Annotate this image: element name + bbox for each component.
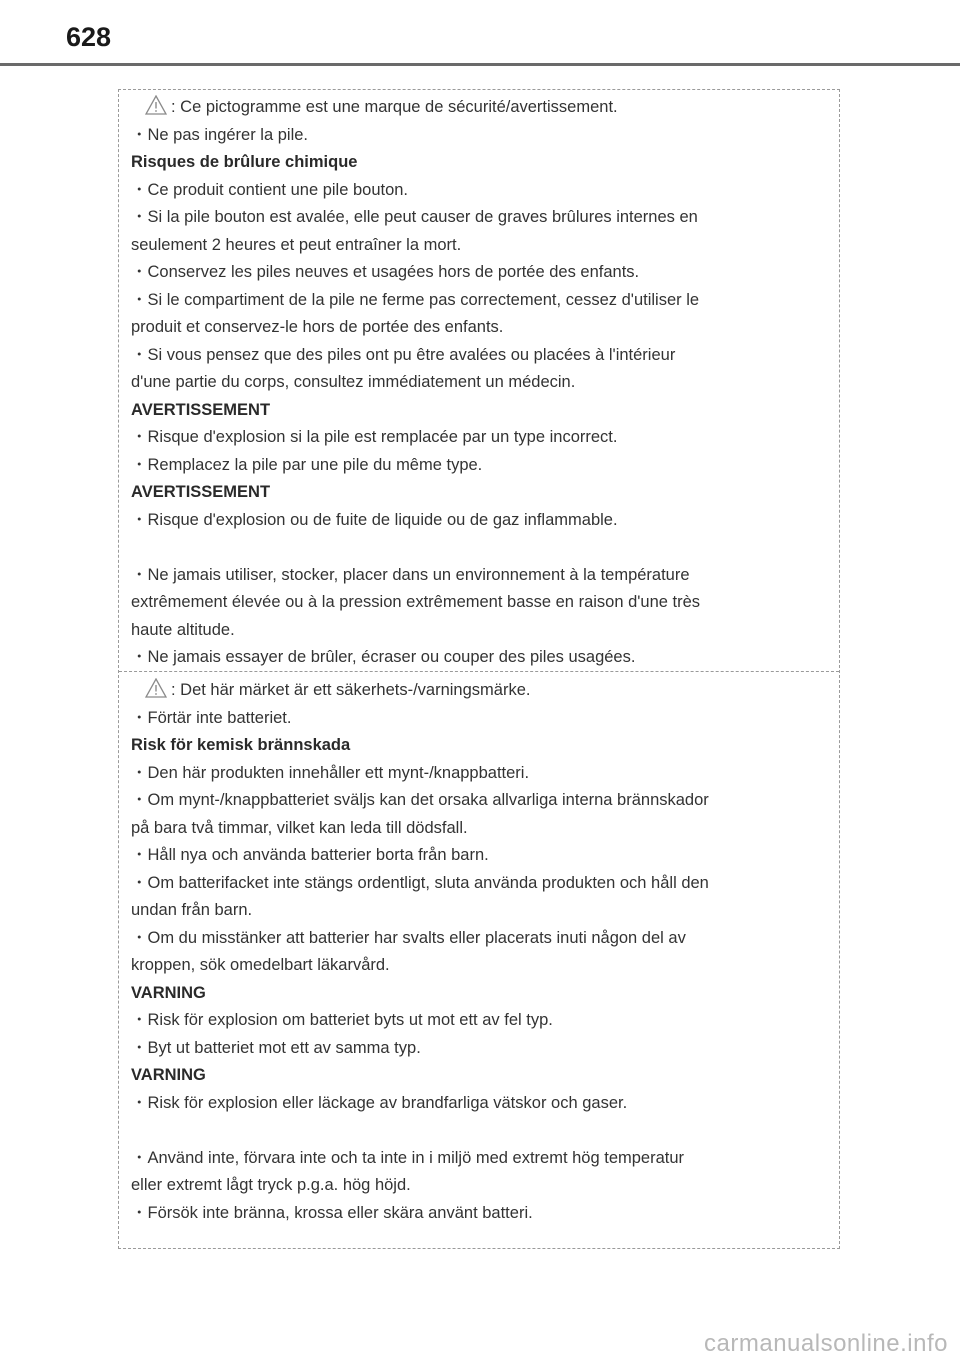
french-text-line: extrêmement élevée ou à la pression extrêmement basse en raison d'une très <box>131 593 701 611</box>
french-text-line: ・Conservez les piles neuves et usagées hors de portée des enfants. <box>131 263 640 281</box>
french-intro-text: : Ce pictogramme est une marque de sécurité/avertissement. <box>171 98 618 116</box>
swedish-heading: Risk för kemisk brännskada <box>131 736 351 754</box>
french-text-line: haute altitude. <box>131 620 235 639</box>
warning-triangle-icon <box>145 678 167 698</box>
french-text-line: seulement 2 heures et peut entraîner la mort. <box>131 235 462 254</box>
french-text-line: ・Si la pile bouton est avalée, elle peut causer de graves brûlures internes en <box>131 208 698 226</box>
french-text-line: ・Ne jamais utiliser, stocker, placer dans un environnement à la température <box>131 565 690 584</box>
french-text-line: ・Si vous pensez que des piles ont pu être avalées ou placées à l'intérieur <box>131 345 676 364</box>
french-text-line: produit et conservez-le hors de portée des enfants. <box>131 318 504 336</box>
swedish-lines <box>119 705 839 1228</box>
french-intro-line <box>119 94 839 122</box>
french-text-line: ・Remplacez la pile par une pile du même type. <box>131 455 483 474</box>
swedish-section <box>119 677 839 1227</box>
swedish-text-line: ・Använd inte, förvara inte och ta inte in i miljö med extremt hög temperatur <box>131 1148 685 1167</box>
french-heading: AVERTISSEMENT <box>131 400 271 419</box>
swedish-text-line: ・Håll nya och använda batterier borta från barn. <box>131 846 489 864</box>
swedish-text-line: ・Försök inte bränna, krossa eller skära använt batteri. <box>131 1203 533 1222</box>
swedish-intro-line <box>119 677 839 705</box>
swedish-text-line: ・Om du misstänker att batterier har svalts eller placerats inuti någon del av <box>131 928 686 947</box>
swedish-heading: VARNING <box>131 983 206 1002</box>
swedish-intro-text: : Det här märket är ett säkerhets-/varningsmärke. <box>171 681 531 699</box>
french-heading: Risques de brûlure chimique <box>131 153 358 171</box>
swedish-text-line: ・Om batterifacket inte stängs ordentligt, sluta använda produkten och håll den <box>131 873 709 892</box>
french-lines <box>119 122 839 672</box>
french-text-line: ・Ce produit contient une pile bouton. <box>131 180 409 199</box>
french-text-line: d'une partie du corps, consultez immédiatement un médecin. <box>131 373 576 391</box>
swedish-blank-line <box>119 1117 839 1145</box>
french-blank-line <box>119 534 839 562</box>
swedish-text-line: på bara två timmar, vilket kan leda till dödsfall. <box>131 818 468 837</box>
french-heading: AVERTISSEMENT <box>131 483 271 501</box>
french-text-line: ・Risque d'explosion ou de fuite de liquide ou de gaz inflammable. <box>131 510 618 529</box>
swedish-heading: VARNING <box>131 1066 206 1084</box>
swedish-text-line: kroppen, sök omedelbart läkarvård. <box>131 956 390 974</box>
warning-triangle-icon <box>145 95 167 115</box>
section-divider <box>119 671 839 672</box>
french-text-line: ・Ne jamais essayer de brûler, écraser ou couper des piles usagées. <box>131 648 636 666</box>
header-rule <box>0 63 960 66</box>
swedish-text-line: ・Byt ut batteriet mot ett av samma typ. <box>131 1038 421 1057</box>
french-section <box>119 94 839 672</box>
swedish-text-line: ・Risk för explosion om batteriet byts ut mot ett av fel typ. <box>131 1011 553 1029</box>
swedish-text-line: eller extremt lågt tryck p.g.a. hög höjd. <box>131 1176 411 1194</box>
swedish-text-line: ・Risk för explosion eller läckage av brandfarliga vätskor och gaser. <box>131 1093 628 1112</box>
swedish-text-line: undan från barn. <box>131 901 253 919</box>
swedish-text-line: ・Om mynt-/knappbatteriet sväljs kan det orsaka allvarliga interna brännskador <box>131 791 709 809</box>
french-text-line: ・Risque d'explosion si la pile est remplacée par un type incorrect. <box>131 428 618 446</box>
footer-watermark: carmanualsonline.info <box>704 1330 948 1357</box>
swedish-text-line: ・Förtär inte batteriet. <box>131 708 292 727</box>
swedish-text-line: ・Den här produkten innehåller ett mynt-/knappbatteri. <box>131 763 530 782</box>
page-number: 628 <box>66 22 112 52</box>
french-text-line: ・Si le compartiment de la pile ne ferme pas correctement, cessez d'utiliser le <box>131 290 700 309</box>
french-text-line: ・Ne pas ingérer la pile. <box>131 125 309 144</box>
